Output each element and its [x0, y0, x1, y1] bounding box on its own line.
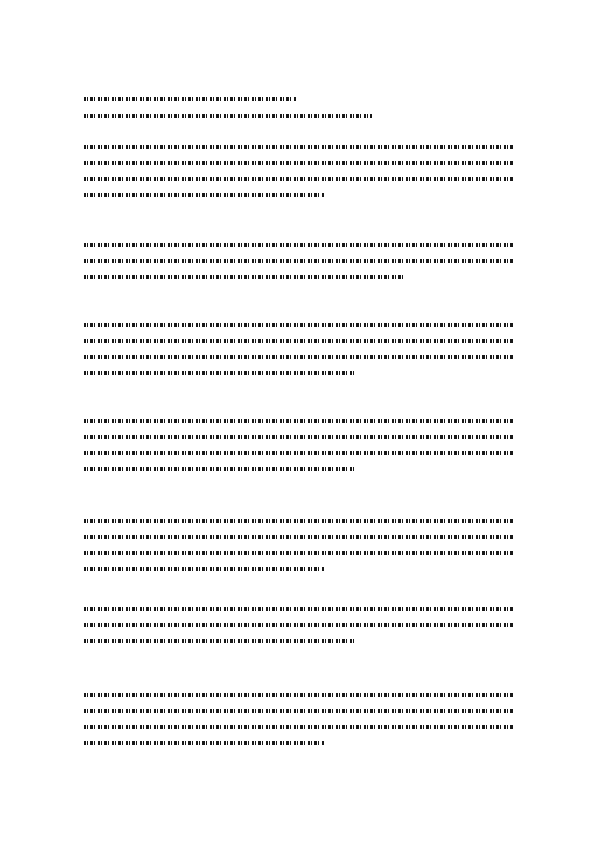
text-line [84, 516, 514, 526]
illegible-text [84, 142, 514, 152]
illegible-text [84, 548, 514, 558]
heading-line [84, 111, 372, 121]
paragraph [84, 416, 514, 480]
text-line [84, 336, 514, 346]
text-line [84, 432, 514, 442]
document-heading [84, 94, 514, 128]
illegible-text [84, 352, 514, 362]
text-line [84, 706, 514, 716]
illegible-text [84, 604, 514, 614]
illegible-text [84, 336, 514, 346]
text-line [84, 368, 354, 378]
text-line [84, 416, 514, 426]
illegible-text [84, 516, 514, 526]
text-line [84, 352, 514, 362]
text-line [84, 738, 324, 748]
illegible-text [84, 636, 354, 646]
illegible-text [84, 532, 514, 542]
text-line [84, 722, 514, 732]
text-line [84, 272, 404, 282]
text-line [84, 636, 354, 646]
illegible-text [84, 240, 514, 250]
text-line [84, 532, 514, 542]
text-line [84, 174, 514, 184]
text-line [84, 158, 514, 168]
text-line [84, 448, 514, 458]
heading-line [84, 94, 296, 104]
paragraph [84, 240, 514, 288]
paragraph [84, 516, 514, 580]
illegible-text [84, 690, 514, 700]
illegible-text [84, 256, 514, 266]
illegible-text [84, 320, 514, 330]
text-line [84, 604, 514, 614]
paragraph [84, 320, 514, 384]
text-line [84, 256, 514, 266]
illegible-text [84, 272, 404, 282]
illegible-text [84, 448, 514, 458]
illegible-text [84, 706, 514, 716]
text-line [84, 190, 324, 200]
illegible-text [84, 620, 514, 630]
illegible-text [84, 111, 372, 121]
illegible-text [84, 158, 514, 168]
illegible-text [84, 368, 354, 378]
illegible-text [84, 174, 514, 184]
text-line [84, 620, 514, 630]
paragraph [84, 690, 514, 754]
illegible-text [84, 432, 514, 442]
text-line [84, 564, 324, 574]
illegible-text [84, 190, 324, 200]
text-line [84, 548, 514, 558]
text-line [84, 690, 514, 700]
illegible-text [84, 94, 296, 104]
text-line [84, 464, 354, 474]
paragraph [84, 604, 514, 652]
paragraph [84, 142, 514, 206]
illegible-text [84, 416, 514, 426]
text-line [84, 320, 514, 330]
text-line [84, 142, 514, 152]
illegible-text [84, 564, 324, 574]
illegible-text [84, 738, 324, 748]
illegible-text [84, 464, 354, 474]
text-line [84, 240, 514, 250]
illegible-text [84, 722, 514, 732]
